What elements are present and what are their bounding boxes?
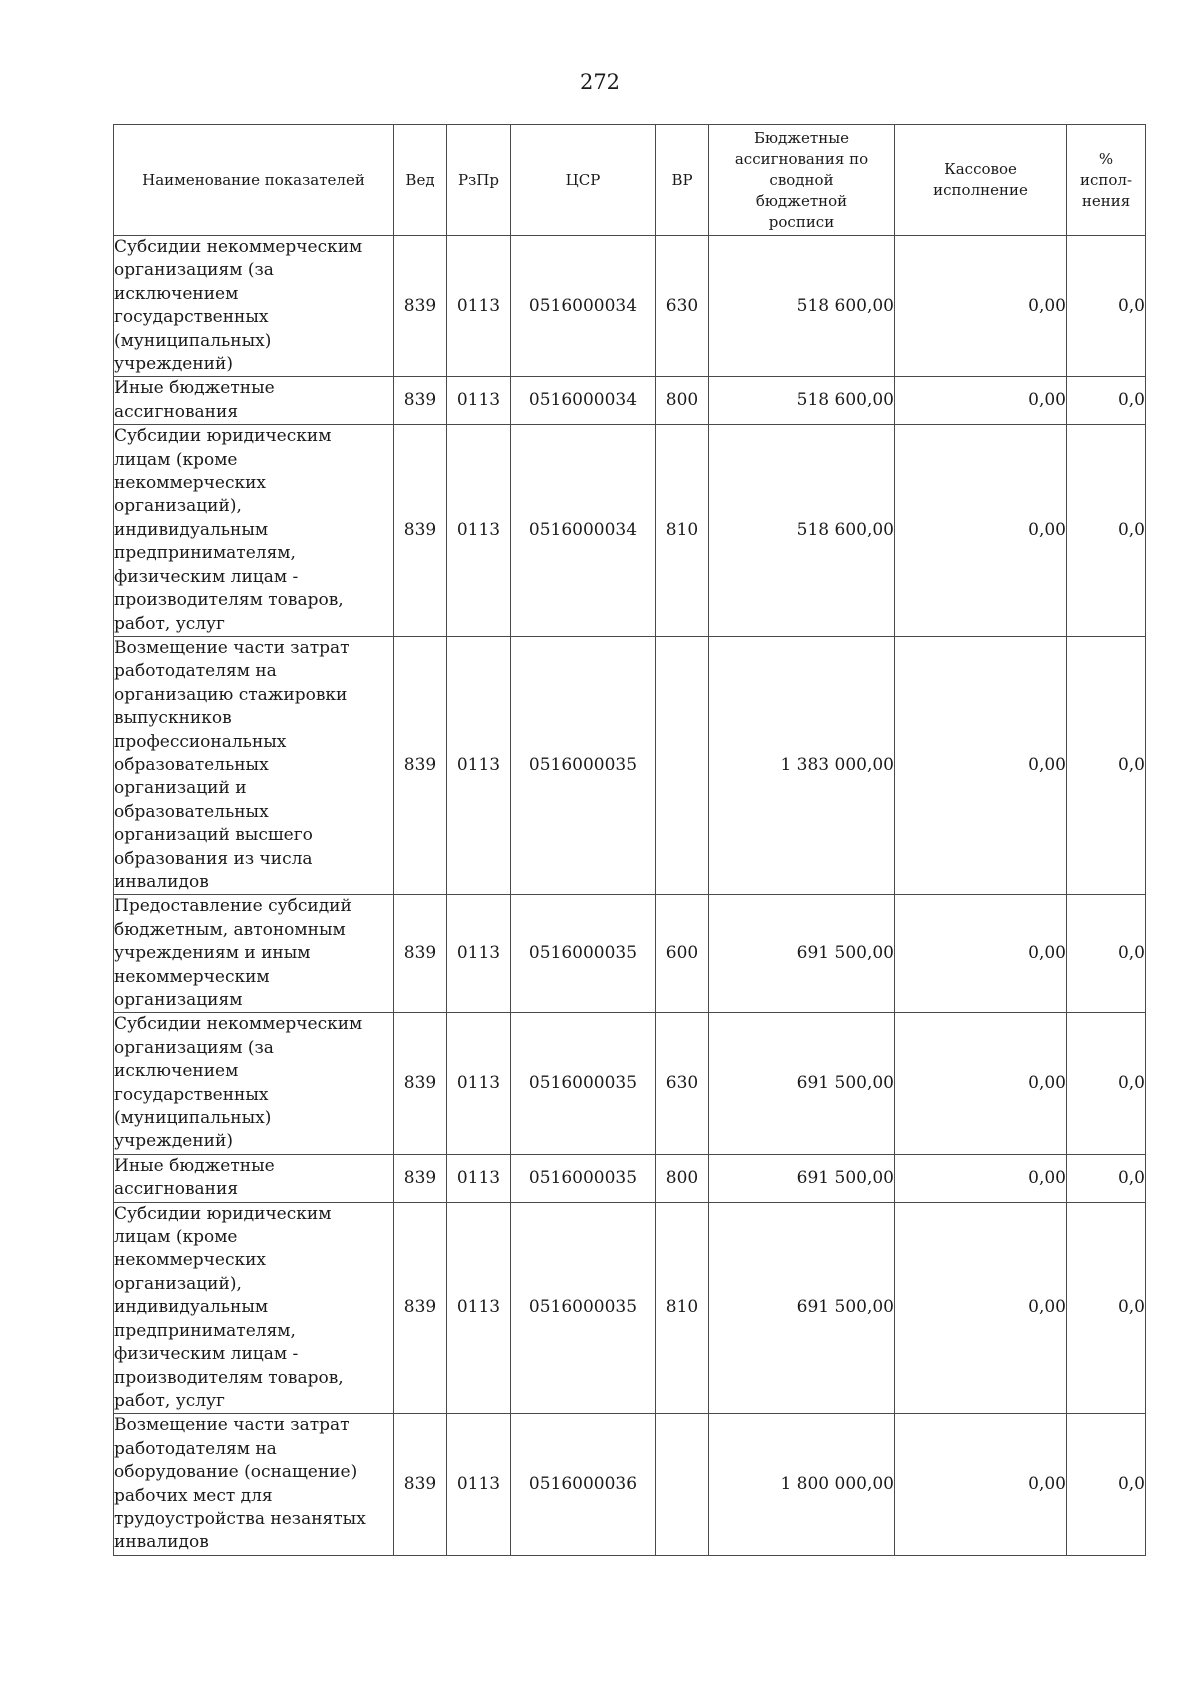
row-name [114,895,394,1013]
row-name-line: Предоставление субсидий [114,896,352,917]
row-cash: 0,00 [895,1154,1067,1202]
row-rzpr: 0113 [447,236,511,377]
row-name-line: индивидуальным [114,519,269,540]
table-row [114,1414,1146,1555]
row-name-line: работодателям на [114,661,277,682]
row-cash: 0,00 [895,377,1067,425]
row-name-line: учреждений) [114,354,233,375]
row-name-line: ассигнования [114,401,239,422]
row-name-line: Возмещение части затрат [114,637,350,658]
row-rzpr: 0113 [447,425,511,637]
row-rzpr: 0113 [447,1202,511,1414]
row-name-line: некоммерческих [114,1250,267,1271]
row-name-line: производителям товаров, [114,1367,344,1388]
row-name-line: оборудование (оснащение) [114,1462,358,1483]
row-csr: 0516000035 [511,1013,656,1154]
row-ved: 839 [394,1013,447,1154]
row-cash: 0,00 [895,236,1067,377]
row-vr [656,1414,709,1555]
table-row [114,425,1146,637]
table-row [114,377,1146,425]
header-pct [1067,125,1146,236]
row-name-line: некоммерческих [114,473,267,494]
row-name-line: образовательных [114,801,269,822]
row-pct: 0,0 [1067,636,1146,894]
row-vr: 630 [656,236,709,377]
row-name-line: лицам (кроме [114,449,238,470]
row-name-line: трудоустройства незанятых [114,1508,366,1529]
row-name-line: организаций), [114,1273,242,1294]
row-vr: 630 [656,1013,709,1154]
row-cash: 0,00 [895,1414,1067,1555]
row-pct: 0,0 [1067,1013,1146,1154]
row-name-line: Субсидии юридическим [114,426,332,447]
row-name-line: предпринимателям, [114,543,296,564]
row-name-line: работ, услуг [114,1390,225,1411]
row-name-line: Иные бюджетные [114,1155,275,1176]
row-ved: 839 [394,1154,447,1202]
row-pct: 0,0 [1067,425,1146,637]
table-row [114,895,1146,1013]
table-row [114,1154,1146,1202]
row-name-line: учреждений) [114,1131,233,1152]
header-budget-line: Бюджетные [753,128,850,147]
row-name-line: государственных [114,307,269,328]
header-cash-line: исполнение [933,181,1028,199]
row-name-line: организацию стажировки [114,684,348,705]
row-name-line: профессиональных [114,731,287,752]
row-name-line: исключением [114,283,239,304]
row-cash: 0,00 [895,425,1067,637]
row-csr: 0516000034 [511,236,656,377]
row-ved: 839 [394,895,447,1013]
header-budget-line: бюджетной [755,191,848,210]
row-name-line: (муниципальных) [114,330,272,351]
row-csr: 0516000036 [511,1414,656,1555]
header-cash-line: Кассовое [944,160,1017,178]
row-budget: 518 600,00 [709,236,895,377]
row-name-line: организаций и [114,778,247,799]
row-vr: 800 [656,1154,709,1202]
row-csr: 0516000035 [511,636,656,894]
row-name-line: образовательных [114,754,269,775]
row-name-line: физическим лицам - [114,566,299,587]
row-name [114,236,394,377]
header-ved: Вед [394,125,447,236]
header-vr: ВР [656,125,709,236]
header-rzpr: РзПр [447,125,511,236]
row-ved: 839 [394,236,447,377]
row-name-line: лицам (кроме [114,1227,238,1248]
row-csr: 0516000035 [511,895,656,1013]
row-ved: 839 [394,1414,447,1555]
row-name-line: инвалидов [114,871,209,892]
table-row [114,236,1146,377]
row-pct: 0,0 [1067,377,1146,425]
row-vr [656,636,709,894]
row-vr: 800 [656,377,709,425]
table-header-row [114,125,1146,236]
row-rzpr: 0113 [447,1013,511,1154]
row-budget: 691 500,00 [709,1154,895,1202]
row-ved: 839 [394,425,447,637]
row-ved: 839 [394,377,447,425]
row-cash: 0,00 [895,636,1067,894]
table-row [114,1013,1146,1154]
row-name-line: рабочих мест для [114,1485,273,1506]
row-name-line: бюджетным, автономным [114,919,346,940]
row-name-line: Иные бюджетные [114,378,275,399]
row-name-line: исключением [114,1061,239,1082]
header-pct-line: испол- [1079,170,1133,189]
row-cash: 0,00 [895,1013,1067,1154]
row-vr: 810 [656,1202,709,1414]
row-name-line: выпускников [114,708,232,729]
header-pct-line: нения [1081,191,1131,210]
row-name-line: работодателям на [114,1438,277,1459]
row-rzpr: 0113 [447,895,511,1013]
row-budget: 518 600,00 [709,425,895,637]
row-budget: 1 383 000,00 [709,636,895,894]
row-rzpr: 0113 [447,1414,511,1555]
row-name [114,636,394,894]
row-name-line: учреждениям и иным [114,943,311,964]
row-name-line: организаций высшего [114,825,313,846]
row-csr: 0516000034 [511,377,656,425]
row-rzpr: 0113 [447,1154,511,1202]
row-cash: 0,00 [895,1202,1067,1414]
row-csr: 0516000035 [511,1154,656,1202]
row-rzpr: 0113 [447,636,511,894]
row-name [114,377,394,425]
row-ved: 839 [394,636,447,894]
header-budget-line: росписи [768,212,835,231]
table-row [114,636,1146,894]
row-name-line: физическим лицам - [114,1344,299,1365]
row-name [114,1154,394,1202]
row-name-line: индивидуальным [114,1297,269,1318]
header-pct-line: % [1098,149,1114,168]
row-cash: 0,00 [895,895,1067,1013]
row-name [114,1414,394,1555]
header-budget-line: ассигнования по [734,149,869,168]
header-budget-line: сводной [769,170,834,189]
row-budget: 691 500,00 [709,1013,895,1154]
budget-table [113,124,1146,1556]
row-rzpr: 0113 [447,377,511,425]
row-vr: 600 [656,895,709,1013]
row-name-line: организациям [114,990,243,1010]
header-csr: ЦСР [511,125,656,236]
row-pct: 0,0 [1067,1202,1146,1414]
row-name-line: работ, услуг [114,613,225,634]
row-name-line: организациям (за [114,1037,274,1058]
page-number: 272 [579,70,621,94]
row-name [114,1013,394,1154]
row-name [114,1202,394,1414]
row-name-line: производителям товаров, [114,590,344,611]
row-ved: 839 [394,1202,447,1414]
header-cash [895,125,1067,236]
row-budget: 691 500,00 [709,895,895,1013]
row-name-line: Субсидии некоммерческим [114,1014,363,1035]
row-budget: 1 800 000,00 [709,1414,895,1555]
table-body [114,236,1146,1556]
row-name-line: ассигнования [114,1179,239,1200]
row-name-line: Субсидии юридическим [114,1203,332,1224]
row-budget: 691 500,00 [709,1202,895,1414]
row-name-line: образования из числа [114,848,313,869]
row-pct: 0,0 [1067,1414,1146,1555]
header-name: Наименование показателей [114,125,394,236]
row-csr: 0516000034 [511,425,656,637]
row-vr: 810 [656,425,709,637]
row-pct: 0,0 [1067,236,1146,377]
row-pct: 0,0 [1067,895,1146,1013]
row-name-line: государственных [114,1084,269,1105]
row-name-line: предпринимателям, [114,1320,296,1341]
table-row [114,1202,1146,1414]
row-csr: 0516000035 [511,1202,656,1414]
row-name-line: некоммерческим [114,966,270,987]
row-pct: 0,0 [1067,1154,1146,1202]
row-name-line: Возмещение части затрат [114,1415,350,1436]
row-name-line: инвалидов [114,1532,209,1553]
row-name-line: организациям (за [114,260,274,281]
row-name [114,425,394,637]
row-budget: 518 600,00 [709,377,895,425]
header-budget [709,125,895,236]
row-name-line: Субсидии некоммерческим [114,237,363,257]
row-name-line: организаций), [114,496,242,517]
row-name-line: (муниципальных) [114,1108,272,1129]
